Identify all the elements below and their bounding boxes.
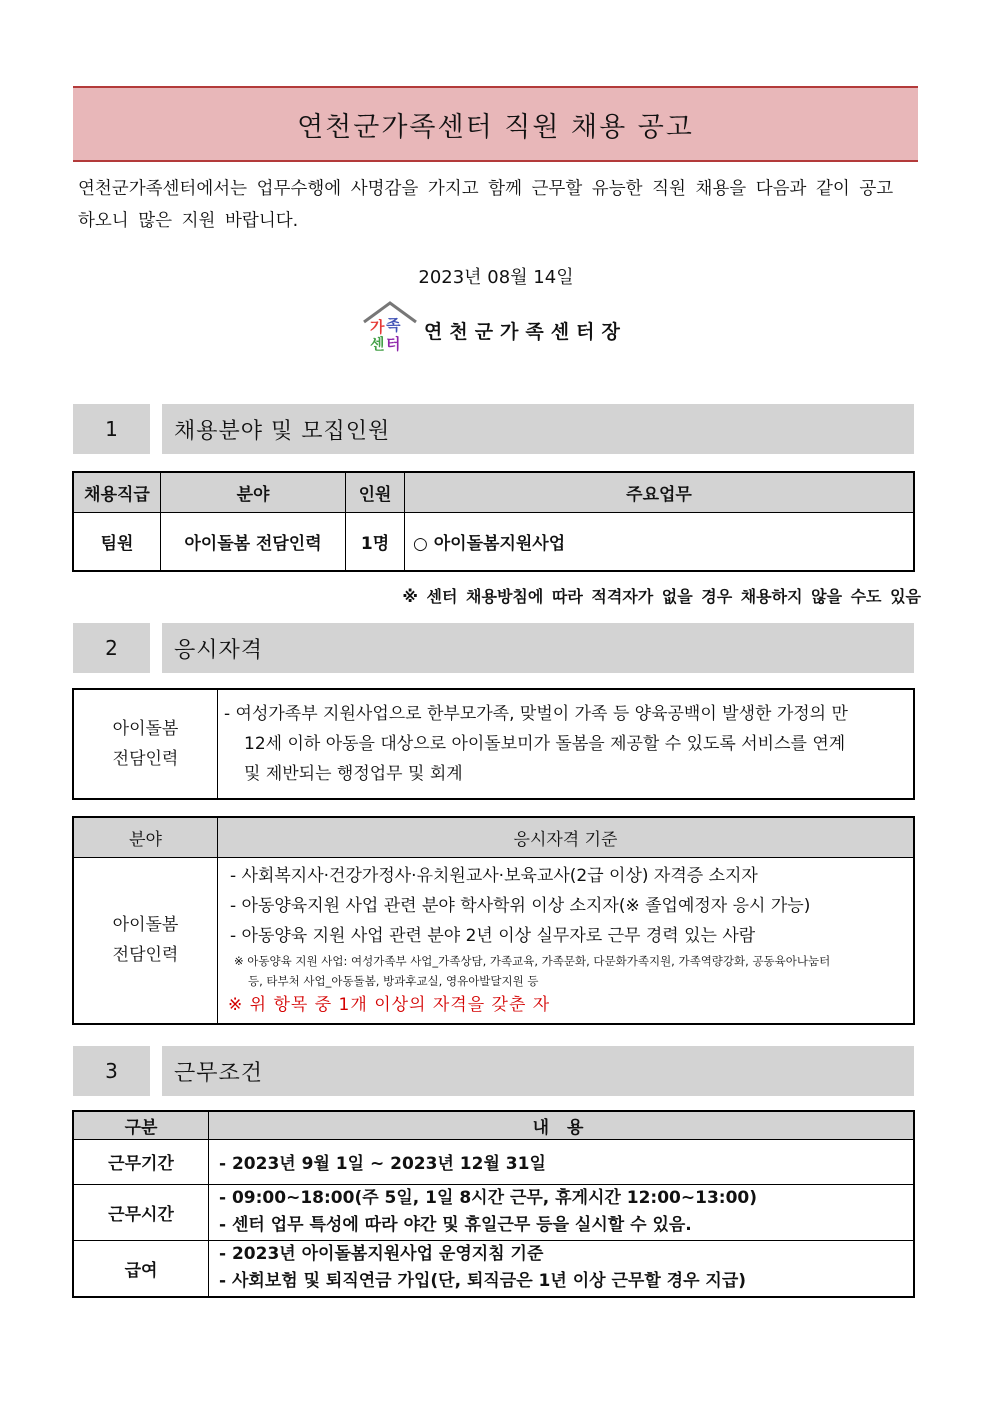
duty-description: - 여성가족부 지원사업으로 한부모가족, 맞벌이 가족 등 양육공백이 발생한 가정의 만 12세 이하 아동을 대상으로 아이돌보미가 돌봄을 제공할 수 있도록 서비스를 연계 및 제반되는 행정업무 및 회계 xyxy=(218,689,915,799)
duty-label: 아이돌봄 전담인력 xyxy=(73,689,218,799)
qual-item: - 사회복지사·건강가정사·유치원교사·보육교사(2급 이상) 자격증 소지자 xyxy=(230,866,758,887)
section-title: 채용분야 및 모집인원 xyxy=(162,404,914,454)
qual-item: - 아동양육지원 사업 관련 분야 학사학위 이상 소지자(※ 졸업예정자 응시 가능) xyxy=(230,896,811,917)
organization-signature: 연천군가족센터장 xyxy=(424,321,627,343)
work-conditions-table xyxy=(72,1110,915,1298)
announcement-date: 2023년 08월 14일 xyxy=(418,267,574,288)
qual-note-cont: 등, 타부처 사업_아동돌봄, 방과후교실, 영유아발달지원 등 xyxy=(248,974,539,989)
header-field: 분야 xyxy=(73,817,218,857)
row-label-period: 근무기간 xyxy=(73,1139,209,1184)
row-label-salary: 급여 xyxy=(73,1240,209,1297)
qual-label: 아이돌봄 전담인력 xyxy=(73,857,218,1024)
section-title: 근무조건 xyxy=(162,1046,914,1096)
cell-duty: ○ 아이돌봄지원사업 xyxy=(405,512,915,571)
row-content-period: - 2023년 9월 1일 ~ 2023년 12월 31일 xyxy=(209,1139,915,1184)
header-duty: 주요업무 xyxy=(405,472,915,512)
row-label-hours: 근무시간 xyxy=(73,1184,209,1240)
cell-rank: 팀원 xyxy=(73,512,161,571)
svg-text:센: 센 xyxy=(370,335,385,352)
section-number: 3 xyxy=(73,1046,150,1096)
row-content-hours: - 09:00~18:00(주 5일, 1일 8시간 근무, 휴게시간 12:00~13:00) - 센터 업무 특성에 따라 야간 및 휴일근무 등을 실시할 수 있음. xyxy=(209,1184,915,1240)
recruit-table xyxy=(72,471,915,572)
section-number: 2 xyxy=(73,623,150,673)
logo-text-top: 가 xyxy=(370,318,385,336)
header-content: 내 용 xyxy=(209,1111,915,1139)
page-title: 연천군가족센터 직원 채용 공고 xyxy=(73,86,918,162)
cell-count: 1명 xyxy=(346,512,405,571)
section-header-3 xyxy=(73,1046,914,1096)
qual-note: ※ 아동양육 지원 사업: 여성가족부 사업_가족상담, 가족교육, 가족문화, 다문화가족지원, 가족역량강화, 공동육아나눔터 xyxy=(234,954,831,969)
section-header-1 xyxy=(73,404,914,454)
qualification-table xyxy=(72,816,915,1025)
header-category: 구분 xyxy=(73,1111,209,1139)
qual-criteria xyxy=(218,857,915,1024)
qual-highlight: ※ 위 항목 중 1개 이상의 자격을 갖춘 자 xyxy=(228,995,551,1016)
section-number: 1 xyxy=(73,404,150,454)
family-center-logo xyxy=(360,300,420,352)
section-title: 응시자격 xyxy=(162,623,914,673)
row-content-salary: - 2023년 아이돌봄지원사업 운영지침 기준 - 사회보험 및 퇴직연금 가입(단, 퇴직금은 1년 이상 근무할 경우 지급) xyxy=(209,1240,915,1297)
duty-description-table xyxy=(72,688,915,800)
header-field: 분야 xyxy=(161,472,346,512)
section-header-2 xyxy=(73,623,914,673)
svg-text:터: 터 xyxy=(386,335,401,352)
header-count: 인원 xyxy=(346,472,405,512)
cell-field: 아이돌봄 전담인력 xyxy=(161,512,346,571)
header-rank: 채용직급 xyxy=(73,472,161,512)
qual-item: - 아동양육 지원 사업 관련 분야 2년 이상 실무자로 근무 경력 있는 사람 xyxy=(230,926,756,947)
recruit-note: ※ 센터 채용방침에 따라 적격자가 없을 경우 채용하지 않을 수도 있음 xyxy=(402,587,921,606)
header-criteria: 응시자격 기준 xyxy=(218,817,915,857)
intro-text: 연천군가족센터에서는 업무수행에 사명감을 가지고 함께 근무할 유능한 직원 채용을 다음과 같이 공고하오니 많은 지원 바랍니다. xyxy=(78,179,894,231)
svg-text:족: 족 xyxy=(386,316,401,334)
